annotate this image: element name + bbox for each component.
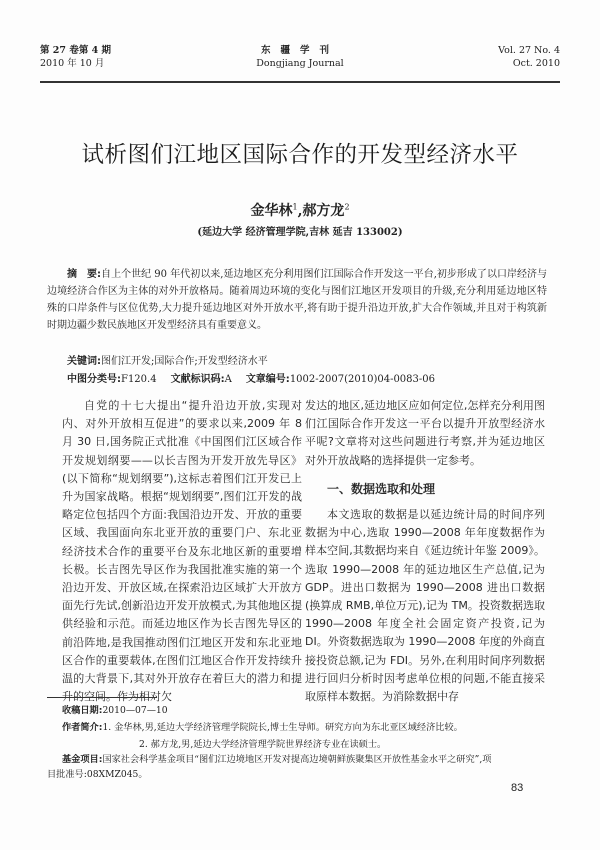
- body-right-column: [305, 397, 545, 706]
- body-left-column: [62, 397, 302, 706]
- issue-date-en: Oct. 2010: [512, 58, 560, 69]
- paper-title: 试析图们江地区国际合作的开发型经济水平: [81, 142, 519, 168]
- journal-name: [40, 44, 560, 70]
- author-1-affil-mark: 1: [292, 202, 298, 212]
- keywords-text: 图们江开发;国际合作;开发型经济水平: [101, 356, 268, 367]
- issue-date: 2010 年 10 月: [40, 58, 105, 69]
- volume-issue: 第 27 卷第 4 期: [40, 45, 112, 56]
- header-rule: [40, 81, 560, 83]
- keywords: [67, 352, 268, 367]
- journal-name-en: Dongjiang Journal: [256, 58, 344, 69]
- issue-info-en: [498, 44, 560, 70]
- fund-label: 基金项目:: [62, 754, 103, 765]
- keywords-label: 关键词:: [67, 356, 101, 367]
- author-2-affil-mark: 2: [344, 202, 350, 212]
- fund-text-cont: 目批准号:08XMZ045。: [47, 769, 148, 780]
- running-header: [40, 44, 560, 80]
- received-label: 收稿日期:: [62, 705, 103, 716]
- author-1: 金华林: [250, 203, 293, 219]
- author-separator: ,: [297, 203, 303, 219]
- section-heading: 一、数据选取和处理: [327, 481, 436, 496]
- doc-code-value: A: [224, 374, 232, 385]
- classification-line: [67, 370, 435, 385]
- abstract: [47, 266, 547, 334]
- received-date: 2010—07—10: [102, 705, 168, 716]
- page-number: 83: [511, 782, 524, 794]
- bio-label: 作者简介:: [62, 722, 103, 733]
- intro-paragraph: 自党的十七大提出“提升沿边开放,实现对内、对外开放相互促进”的要求以来,2009 年 8 月 30 日,国务院正式批准《中国图们江区域合作开发规划纲要——以长吉图为开发开放先导区》(以下简称“规划纲要”),这标志着图们江开发已上升为国家战略。根据“规划纲要”,图们江开发的战略定位包括四个方面:我国沿边开发、开放的重要区域、我国面向东北亚开放的重要门户、东北亚经济技术合作的重要平台及东北地区新的重要增长极。长吉图先导区作为我国批准实施的第一个沿边开发、开放区域,在探索沿边区域扩大开放方面先行先试,创新沿边开发开放模式,为其他地区提供经验和示范。而延边地区作为长吉图先导区的前沿阵地,是我国推动图们江地区开发和东北亚地区合作的重要载体,在图们江地区合作开发持续升温的大背景下,其对外开放存在着巨大的潜力和提升的空间。作为相对欠: [62, 399, 302, 704]
- doc-code-label: 文献标识码:: [170, 374, 225, 385]
- volume-issue-en: Vol. 27 No. 4: [498, 45, 560, 56]
- bio-2: 2. 郝方龙,男,延边大学经济管理学院世界经济专业在读硕士。: [139, 739, 387, 750]
- footnote-received: [62, 704, 552, 718]
- footnote-fund: [62, 753, 552, 767]
- author-line: [0, 200, 600, 220]
- section-paragraph: 本文选取的数据是以延边统计局的时间序列数据为中心,选取 1990—2008 年年度数据作为样本空间,其数据均来自《延边统计年鉴 2009》。选取 1990—2008 年的延边地区生产总值,记为 GDP。进出口数据为 1990—2008 进出口数据(换算成 RMB,单位万元),记为 TM。投资数据选取 1990—2008 年度全社会固定资产投资,记为 DI。外资数据选取为 1990—2008 年度的外商直接投资总额,记为 FDI。另外,在利用时间序列数据进行回归分析时因考虑单位根的问题,不能直接采取原样本数据。为消除数据中存: [305, 508, 545, 704]
- article-no-value: 1002-2007(2010)04-0083-06: [289, 374, 435, 385]
- clc-value: F120.4: [121, 374, 157, 385]
- bio-1: 1. 金华林,男,延边大学经济管理学院院长,博士生导师。研究方向为东北亚区域经济比较。: [102, 722, 463, 733]
- clc-label: 中图分类号:: [67, 374, 121, 385]
- fund-text: 国家社会科学基金项目“图们江边境地区开发对提高边境朝鲜族聚集区开放性基金水平之研究”,项: [102, 754, 492, 765]
- abstract-text: 自上个世纪 90 年代初以来,延边地区充分利用图们江国际合作开发这一平台,初步形成了以口岸经济与边境经济合作区为主体的对外开放格局。随着周边环境的变化与图们江地区开发项目的升级,充分利用延边地区特殊的口岸条件与区位优势,大力提升延边地区对外开放水平,将有助于提升沿边开放,扩大合作领域,并且对于构筑新时期边疆少数民族地区开发型经济具有重要意义。: [47, 269, 547, 331]
- affiliation: (延边大学 经济管理学院,吉林 延吉 133002): [197, 227, 403, 238]
- footnote-bio: [62, 721, 552, 735]
- journal-name-cn: 东疆学刊: [260, 45, 339, 56]
- abstract-label: 摘 要:: [67, 269, 102, 280]
- article-no-label: 文章编号:: [245, 374, 290, 385]
- footnote-rule: [47, 697, 157, 698]
- intro-paragraph-cont: 发达的地区,延边地区应如何定位,怎样充分利用图们江国际合作开发这一平台以提升开放型经济水平呢?文章将对这些问题进行考察,并为延边地区对外开放战略的选择提供一定参考。: [305, 399, 545, 467]
- author-2: 郝方龙: [302, 203, 345, 219]
